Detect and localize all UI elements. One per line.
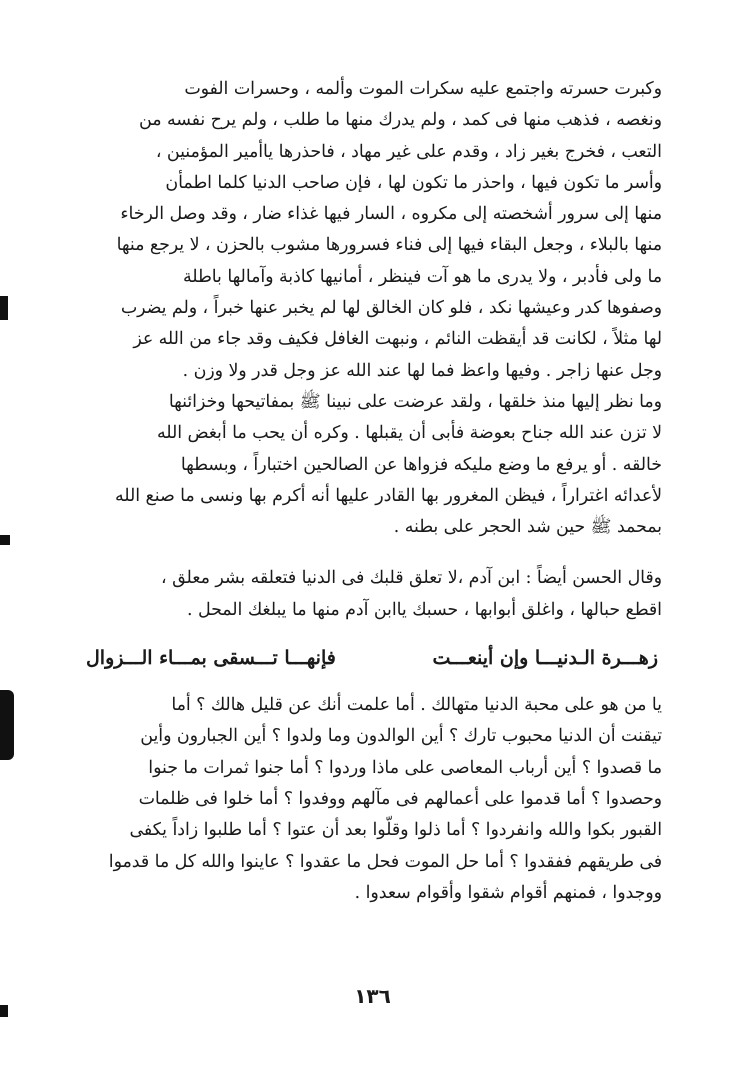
scan-edge-mark bbox=[0, 690, 14, 760]
paragraph-3 bbox=[82, 690, 662, 909]
text-line: بمحمد ﷺ حين شد الحجر على بطنه . bbox=[393, 517, 662, 538]
poetry-verse bbox=[82, 644, 662, 672]
text-line: تيقنت أن الدنيا محبوب تارك ؟ أين الوالدون وما ولدوا ؟ أين الجبارون وأين bbox=[140, 726, 662, 747]
paragraph-2 bbox=[82, 563, 662, 626]
paragraph-1 bbox=[82, 74, 662, 543]
text-line: التعب ، فخرج بغير زاد ، وقدم على غير مهاد ، فاحذرها ياأمير المؤمنين ، bbox=[155, 141, 662, 162]
text-line: ونغصه ، فذهب منها فى كمد ، ولم يدرك منها ما طلب ، ولم يرح نفسه من bbox=[139, 110, 662, 131]
text-line: فى طريقهم ففقدوا ؟ أما حل الموت فحل ما عقدوا ؟ عاينوا والله كل ما قدموا bbox=[108, 851, 662, 872]
text-line: لا تزن عند الله جناح بعوضة فأبى أن يقبلها . وكره أن يحب ما أبغض الله bbox=[157, 423, 662, 444]
text-line: وأسر ما تكون فيها ، واحذر ما تكون لها ، فإن صاحب الدنيا كلما اطمأن bbox=[165, 172, 662, 193]
text-line: وجل عنها زاجر . وفيها واعظ فما لها عند الله عز وجل قدر ولا وزن . bbox=[182, 360, 662, 381]
text-line: لأعدائه اغتراراً ، فيظن المغرور بها القادر عليها أنه أكرم بها ونسى ما صنع الله bbox=[114, 485, 662, 506]
text-line: وصفوها كدر وعيشها نكد ، فلو كان الخالق لها لم يخبر عنها خبراً ، ولم يضرب bbox=[120, 298, 662, 319]
text-line: خالقه . أو يرفع ما وضع مليكه فزواها عن الصالحين اختباراً ، وبسطها bbox=[180, 454, 662, 475]
text-line: وما نظر إليها منذ خلقها ، ولقد عرضت على نبينا ﷺ بمفاتيحها وخزائنها bbox=[168, 391, 662, 412]
text-line: منها بالبلاء ، وجعل البقاء فيها إلى فناء فسرورها مشوب بالحزن ، لا يرجع منها bbox=[116, 235, 662, 256]
text-line: ما قصدوا ؟ أين أرباب المعاصى على ماذا وردوا ؟ أما جنوا ثمرات ما جنوا bbox=[148, 757, 662, 778]
scan-edge-mark bbox=[0, 1005, 8, 1017]
verse-hemistich-second: فإنهـــا تـــسقى بمـــاء الـــزوال bbox=[86, 647, 336, 670]
page-body bbox=[82, 74, 662, 909]
text-line: ووجدوا ، فمنهم أقوام شقوا وأقوام سعدوا . bbox=[354, 882, 662, 903]
page-number: ١٣٦ bbox=[354, 984, 391, 1008]
text-line: ما ولى فأدبر ، ولا يدرى ما هو آت فينظر ، أمانيها كاذبة وآمالها باطلة bbox=[183, 266, 662, 287]
text-line: منها إلى سرور أشخصته إلى مكروه ، السار فيها غذاء ضار ، وقد وصل الرخاء bbox=[120, 204, 662, 225]
text-line: يا من هو على محبة الدنيا متهالك . أما علمت أنك عن قليل هالك ؟ أما bbox=[171, 695, 662, 716]
text-line: القبور بكوا والله وانفردوا ؟ أما ذلوا وقلّوا بعد أن عتوا ؟ أما طلبوا زاداً يكفى bbox=[129, 820, 662, 841]
text-line: وكبرت حسرته واجتمع عليه سكرات الموت وألمه ، وحسرات الفوت bbox=[184, 79, 662, 99]
verse-hemistich-first: زهـــرة الـدنيـــا وإن أينعـــت bbox=[432, 647, 658, 670]
text-line: لها مثلاً ، لكانت قد أيقظت النائم ، ونبهت الغافل فكيف وقد جاء من الله عز bbox=[133, 329, 662, 350]
text-line: وقال الحسن أيضاً : ابن آدم ،لا تعلق قلبك فى الدنيا فتعلقه بشر معلق ، bbox=[161, 568, 662, 589]
text-line: اقطع حبالها ، واغلق أبوابها ، حسبك ياابن آدم منها ما يبلغك المحل . bbox=[187, 599, 662, 620]
scan-edge-mark bbox=[0, 535, 10, 545]
text-line: وحصدوا ؟ أما قدموا على أعمالهم فى مآلهم ووفدوا ؟ أما خلوا فى ظلمات bbox=[138, 788, 662, 809]
scan-edge-mark bbox=[0, 296, 8, 320]
